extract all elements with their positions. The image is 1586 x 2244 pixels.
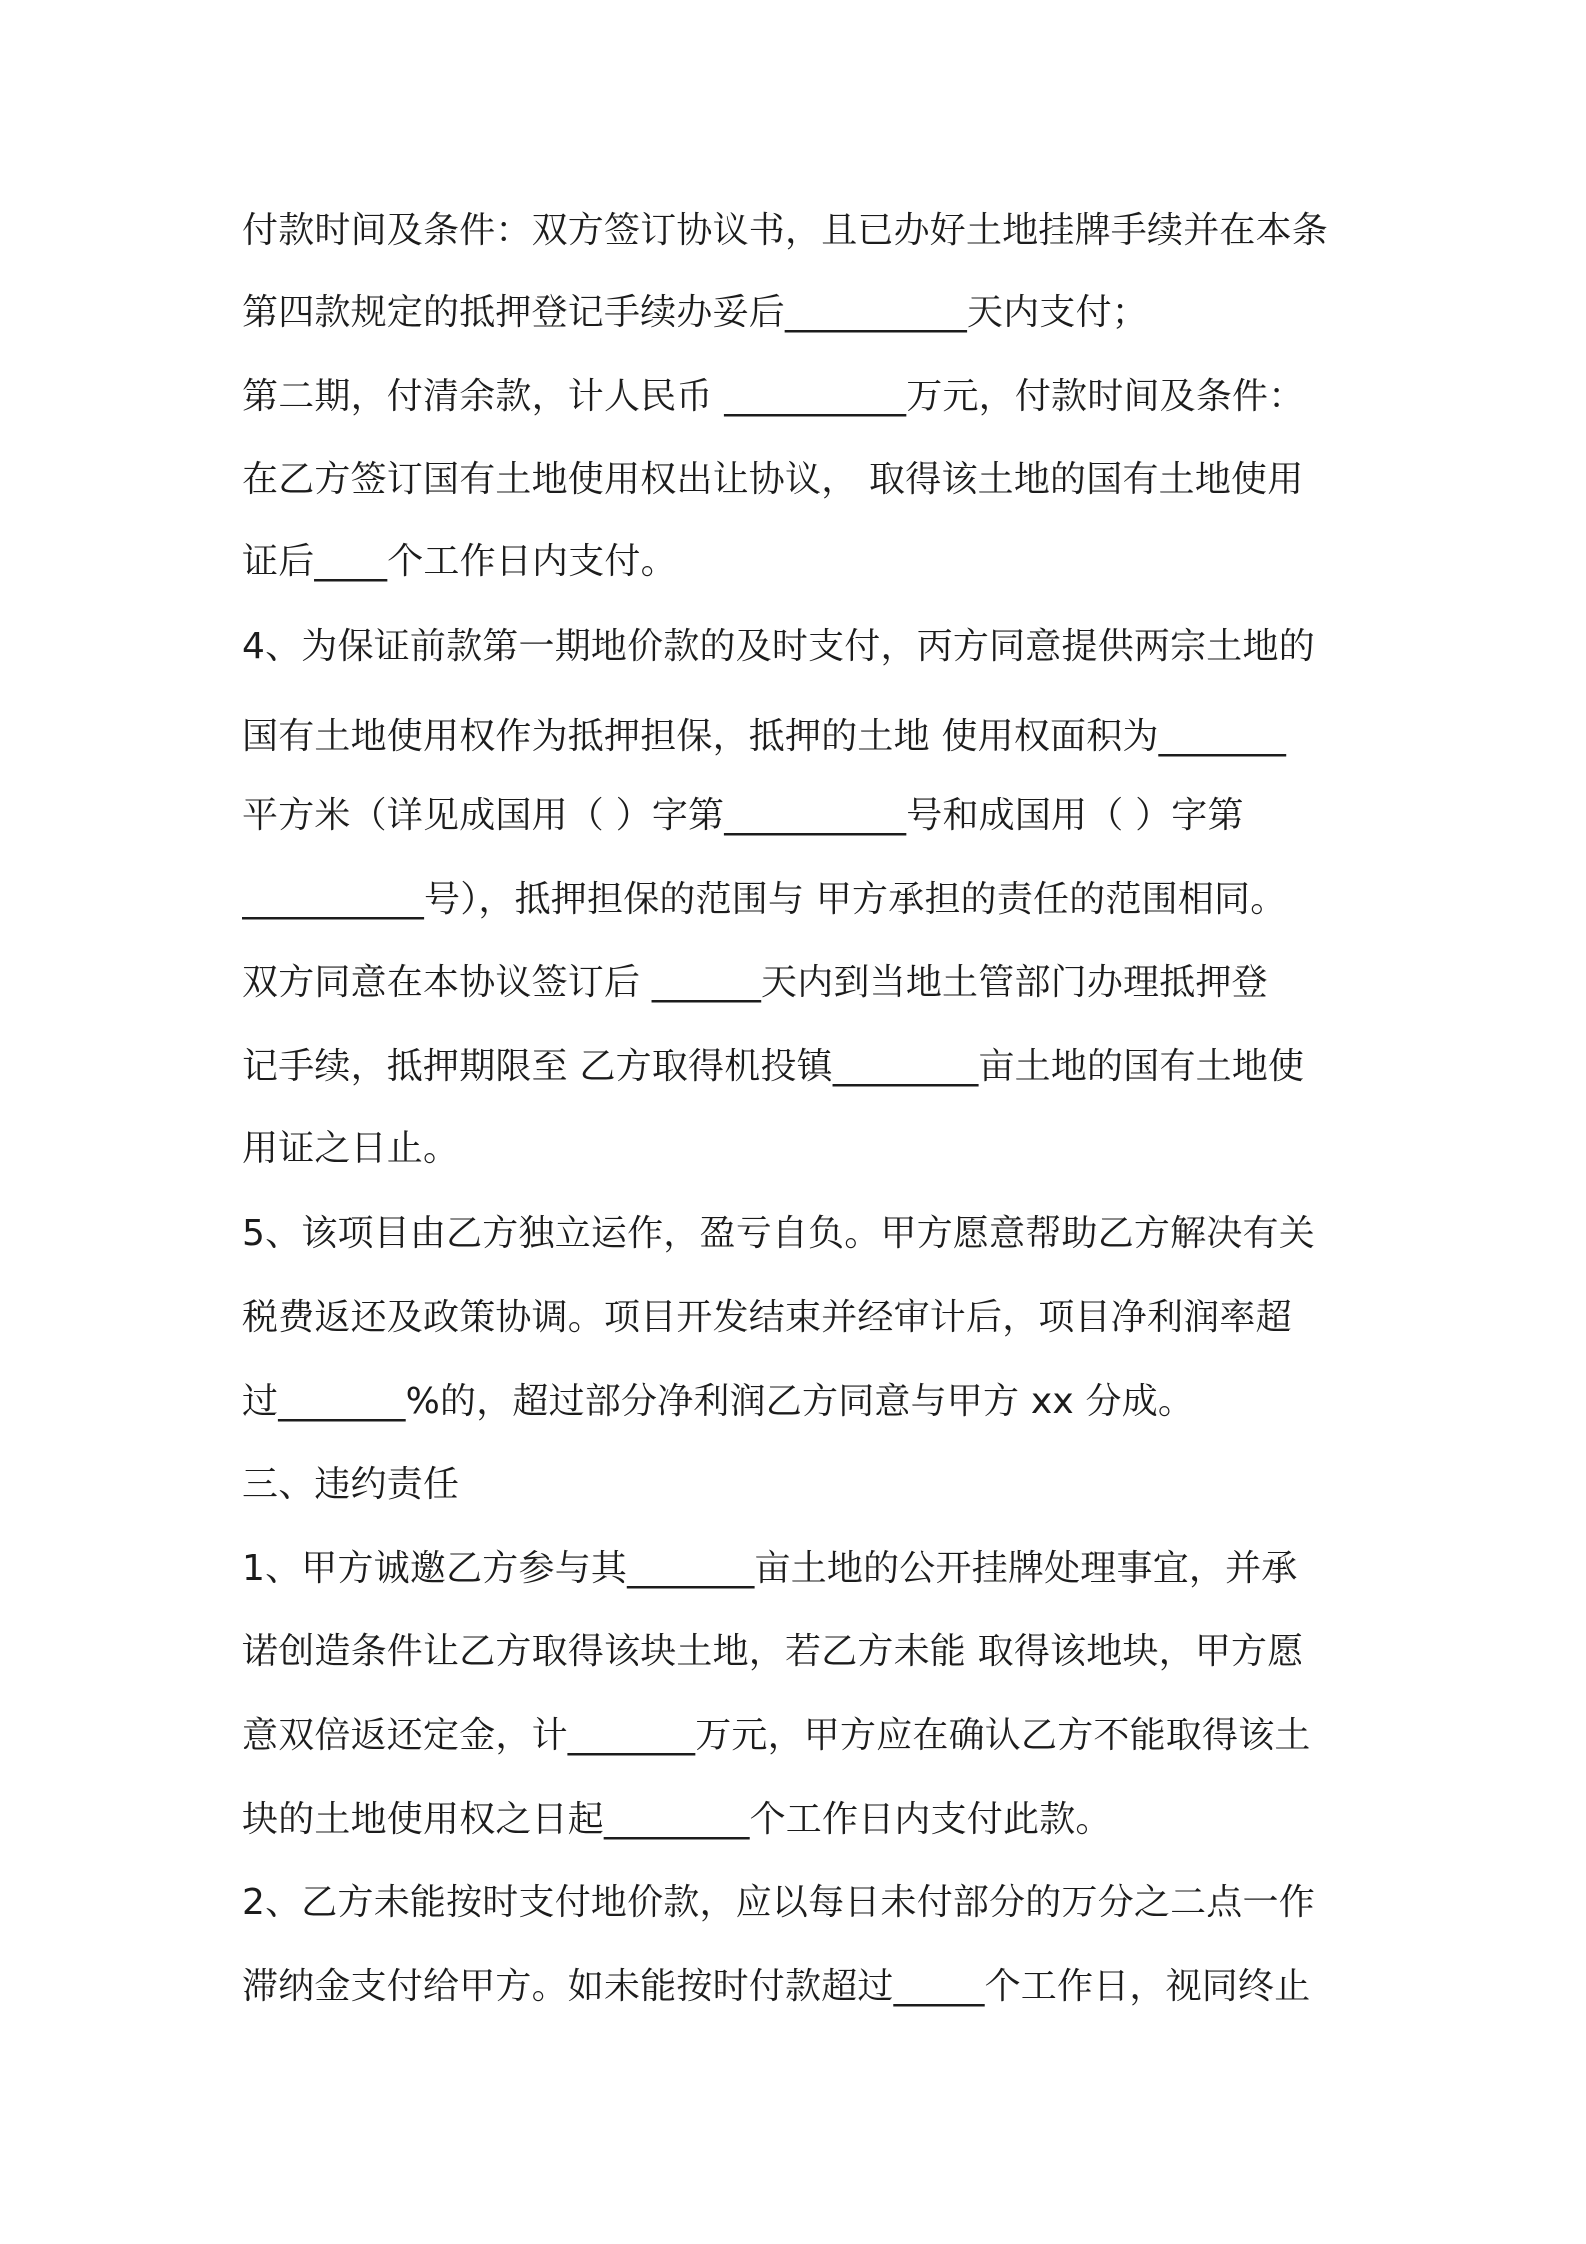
paragraph-line: 诺创造条件让乙方取得该块土地，若乙方未能 取得该地块，甲方愿 [242, 1631, 1304, 1672]
paragraph-line: 第四款规定的抵押登记手续办妥后__________天内支付； [242, 292, 1149, 333]
paragraph-line: 意双倍返还定金，计_______万元，甲方应在确认乙方不能取得该土 [242, 1715, 1311, 1756]
section-heading: 三、违约责任 [242, 1464, 460, 1505]
paragraph-line: 证后____个工作日内支付。 [242, 541, 677, 582]
paragraph-line: 国有土地使用权作为抵押担保，抵押的土地 使用权面积为_______ [242, 716, 1287, 757]
paragraph-line: 平方米（详见成国用（ ）字第__________号和成国用（ ）字第 [242, 795, 1244, 836]
paragraph-line: 1、甲方诚邀乙方参与其_______亩土地的公开挂牌处理事宜，并承 [242, 1548, 1298, 1589]
paragraph-line: 在乙方签订国有土地使用权出让协议， 取得该土地的国有土地使用 [242, 459, 1304, 500]
paragraph-line: 5、该项目由乙方独立运作，盈亏自负。甲方愿意帮助乙方解决有关 [242, 1213, 1315, 1254]
paragraph-line: 记手续，抵押期限至 乙方取得机投镇________亩土地的国有土地使 [242, 1046, 1305, 1087]
paragraph-line: 过_______%的，超过部分净利润乙方同意与甲方 xx 分成。 [242, 1381, 1195, 1422]
paragraph-line: 块的土地使用权之日起________个工作日内支付此款。 [242, 1799, 1112, 1840]
paragraph-line: 双方同意在本协议签订后 ______天内到当地土管部门办理抵押登 [242, 962, 1268, 1003]
paragraph-line: 税费返还及政策协调。项目开发结束并经审计后，项目净利润率超 [242, 1297, 1292, 1338]
paragraph-line: 2、乙方未能按时支付地价款，应以每日未付部分的万分之二点一作 [242, 1882, 1315, 1923]
paragraph-line: __________号），抵押担保的范围与 甲方承担的责任的范围相同。 [242, 879, 1287, 920]
paragraph-line: 4、为保证前款第一期地价款的及时支付，丙方同意提供两宗土地的 [242, 626, 1315, 667]
paragraph-line: 付款时间及条件：双方签订协议书，且已办好土地挂牌手续并在本条 [242, 210, 1329, 251]
paragraph-line: 滞纳金支付给甲方。如未能按时付款超过_____个工作日，视同终止 [242, 1966, 1311, 2007]
paragraph-line: 用证之日止。 [242, 1128, 460, 1169]
paragraph-line: 第二期，付清余款，计人民币 __________万元，付款时间及条件： [242, 376, 1305, 417]
